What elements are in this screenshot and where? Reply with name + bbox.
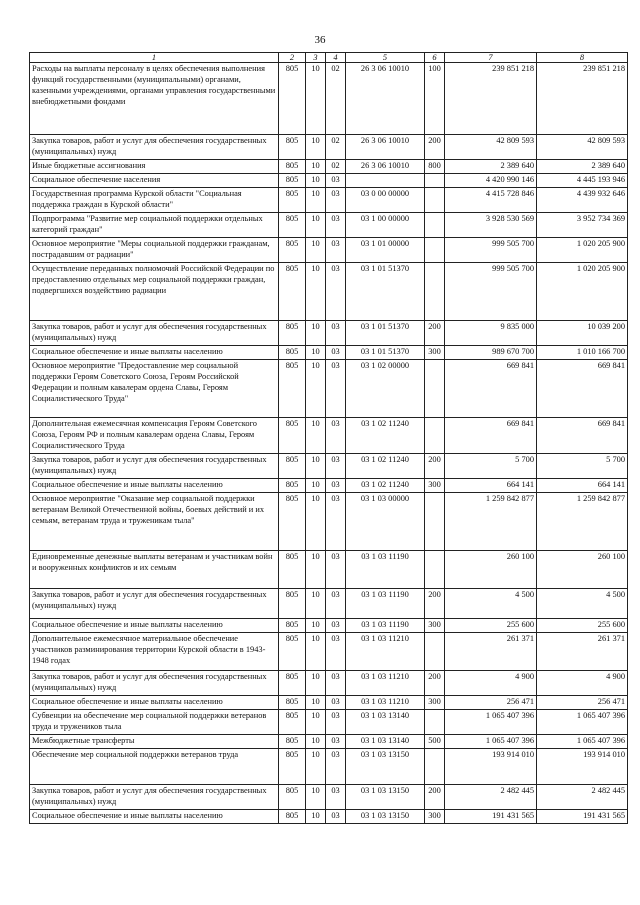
target-article-cell: 03 1 01 51370: [346, 263, 425, 321]
grbs-cell: 805: [279, 710, 306, 735]
subsection-cell: 03: [326, 188, 346, 213]
subsection-cell: 03: [326, 589, 346, 619]
section-cell: 10: [306, 749, 326, 785]
expense-type-cell: [425, 238, 445, 263]
table-row: [30, 454, 628, 479]
expense-type-cell: [425, 418, 445, 454]
expense-type-cell: 200: [425, 321, 445, 346]
grbs-cell: 805: [279, 633, 306, 671]
grbs-cell: 805: [279, 551, 306, 589]
grbs-cell: 805: [279, 238, 306, 263]
target-article-cell: 03 1 02 00000: [346, 360, 425, 418]
target-article-cell: 03 1 01 51370: [346, 321, 425, 346]
grbs-cell: 805: [279, 321, 306, 346]
amount-year2-cell: 5 700: [537, 454, 628, 479]
amount-year1-cell: 664 141: [445, 479, 537, 493]
row-name-cell: Государственная программа Курской области "Социальная поддержка граждан в Курской области": [30, 188, 279, 213]
grbs-cell: 805: [279, 346, 306, 360]
subsection-cell: 02: [326, 135, 346, 160]
subsection-cell: 03: [326, 454, 346, 479]
grbs-cell: 805: [279, 213, 306, 238]
table-row: [30, 238, 628, 263]
row-name-cell: Расходы на выплаты персоналу в целях обеспечения выполнения функций государственными (муниципальными) органами, казенными учреждениями, органами управления государственными внебюджетными фондами: [30, 63, 279, 135]
expense-type-cell: 200: [425, 589, 445, 619]
amount-year2-cell: 255 600: [537, 619, 628, 633]
header-cell: 4: [326, 53, 346, 63]
table-row: [30, 671, 628, 696]
header-cell: 6: [425, 53, 445, 63]
section-cell: 10: [306, 263, 326, 321]
grbs-cell: 805: [279, 188, 306, 213]
target-article-cell: 26 3 06 10010: [346, 135, 425, 160]
target-article-cell: [346, 174, 425, 188]
row-name-cell: Социальное обеспечение и иные выплаты населению: [30, 810, 279, 824]
target-article-cell: 03 1 03 13150: [346, 749, 425, 785]
expense-type-cell: 300: [425, 619, 445, 633]
section-cell: 10: [306, 710, 326, 735]
subsection-cell: 03: [326, 671, 346, 696]
expense-type-cell: 300: [425, 479, 445, 493]
row-name-cell: Обеспечение мер социальной поддержки ветеранов труда: [30, 749, 279, 785]
amount-year1-cell: 4 420 990 146: [445, 174, 537, 188]
expense-type-cell: [425, 213, 445, 238]
table-row: [30, 63, 628, 135]
row-name-cell: Единовременные денежные выплаты ветеранам и участникам войн и вооруженных конфликтов и их семьям: [30, 551, 279, 589]
section-cell: 10: [306, 188, 326, 213]
amount-year2-cell: 1 020 205 900: [537, 263, 628, 321]
subsection-cell: 03: [326, 493, 346, 551]
amount-year1-cell: 999 505 700: [445, 238, 537, 263]
row-name-cell: Закупка товаров, работ и услуг для обеспечения государственных (муниципальных) нужд: [30, 135, 279, 160]
subsection-cell: 03: [326, 360, 346, 418]
amount-year1-cell: 4 500: [445, 589, 537, 619]
grbs-cell: 805: [279, 135, 306, 160]
subsection-cell: 03: [326, 735, 346, 749]
target-article-cell: 26 3 06 10010: [346, 160, 425, 174]
table-row: [30, 696, 628, 710]
table-row: [30, 418, 628, 454]
amount-year2-cell: 669 841: [537, 360, 628, 418]
grbs-cell: 805: [279, 735, 306, 749]
subsection-cell: 03: [326, 321, 346, 346]
amount-year2-cell: 4 900: [537, 671, 628, 696]
section-cell: 10: [306, 479, 326, 493]
section-cell: 10: [306, 213, 326, 238]
subsection-cell: 02: [326, 63, 346, 135]
section-cell: 10: [306, 238, 326, 263]
section-cell: 10: [306, 785, 326, 810]
table-row: [30, 619, 628, 633]
expense-type-cell: 200: [425, 785, 445, 810]
row-name-cell: Закупка товаров, работ и услуг для обеспечения государственных (муниципальных) нужд: [30, 454, 279, 479]
page-number: 36: [314, 34, 326, 46]
amount-year1-cell: 669 841: [445, 360, 537, 418]
amount-year1-cell: 2 482 445: [445, 785, 537, 810]
section-cell: 10: [306, 174, 326, 188]
grbs-cell: 805: [279, 749, 306, 785]
row-name-cell: Подпрограмма "Развитие мер социальной поддержки отдельных категорий граждан": [30, 213, 279, 238]
grbs-cell: 805: [279, 479, 306, 493]
target-article-cell: 03 1 03 13140: [346, 710, 425, 735]
amount-year2-cell: 2 389 640: [537, 160, 628, 174]
grbs-cell: 805: [279, 454, 306, 479]
table-row: [30, 551, 628, 589]
amount-year1-cell: 989 670 700: [445, 346, 537, 360]
expense-type-cell: 300: [425, 696, 445, 710]
header-cell: 5: [346, 53, 425, 63]
table-row: [30, 135, 628, 160]
target-article-cell: 03 1 03 11210: [346, 633, 425, 671]
amount-year2-cell: 1 065 407 396: [537, 710, 628, 735]
subsection-cell: 03: [326, 619, 346, 633]
target-article-cell: 03 1 03 13150: [346, 810, 425, 824]
amount-year2-cell: 669 841: [537, 418, 628, 454]
amount-year2-cell: 1 065 407 396: [537, 735, 628, 749]
section-cell: 10: [306, 810, 326, 824]
subsection-cell: 03: [326, 810, 346, 824]
grbs-cell: 805: [279, 418, 306, 454]
target-article-cell: 03 1 03 11190: [346, 589, 425, 619]
amount-year1-cell: 1 259 842 877: [445, 493, 537, 551]
table-row: [30, 160, 628, 174]
table-row: [30, 589, 628, 619]
subsection-cell: 03: [326, 710, 346, 735]
header-cell: 8: [537, 53, 628, 63]
amount-year1-cell: 1 065 407 396: [445, 710, 537, 735]
subsection-cell: 03: [326, 785, 346, 810]
header-cell: 1: [30, 53, 279, 63]
row-name-cell: Осуществление переданных полномочий Российской Федерации по предоставлению отдельных мер социальной поддержки граждан, подвергшихся воздействию радиации: [30, 263, 279, 321]
target-article-cell: 03 1 03 11190: [346, 551, 425, 589]
header-cell: 3: [306, 53, 326, 63]
target-article-cell: 03 1 01 00000: [346, 238, 425, 263]
section-cell: 10: [306, 160, 326, 174]
table-row: [30, 263, 628, 321]
expense-type-cell: 100: [425, 63, 445, 135]
table-row: [30, 188, 628, 213]
table-row: [30, 493, 628, 551]
section-cell: 10: [306, 360, 326, 418]
subsection-cell: 02: [326, 160, 346, 174]
expense-type-cell: 300: [425, 810, 445, 824]
header-cell: 2: [279, 53, 306, 63]
row-name-cell: Закупка товаров, работ и услуг для обеспечения государственных (муниципальных) нужд: [30, 671, 279, 696]
table-row: [30, 213, 628, 238]
amount-year1-cell: 9 835 000: [445, 321, 537, 346]
amount-year2-cell: 10 039 200: [537, 321, 628, 346]
amount-year1-cell: 191 431 565: [445, 810, 537, 824]
amount-year2-cell: 4 439 932 646: [537, 188, 628, 213]
target-article-cell: 03 1 01 51370: [346, 346, 425, 360]
grbs-cell: 805: [279, 671, 306, 696]
subsection-cell: 03: [326, 174, 346, 188]
expense-type-cell: [425, 174, 445, 188]
expense-type-cell: 200: [425, 454, 445, 479]
expense-type-cell: 500: [425, 735, 445, 749]
amount-year1-cell: 239 851 218: [445, 63, 537, 135]
table-row: [30, 710, 628, 735]
table-row: [30, 810, 628, 824]
amount-year2-cell: 239 851 218: [537, 63, 628, 135]
expense-type-cell: 200: [425, 671, 445, 696]
subsection-cell: 03: [326, 479, 346, 493]
budget-table: [29, 52, 628, 824]
amount-year2-cell: 260 100: [537, 551, 628, 589]
target-article-cell: 03 0 00 00000: [346, 188, 425, 213]
amount-year2-cell: 1 020 205 900: [537, 238, 628, 263]
subsection-cell: 03: [326, 213, 346, 238]
subsection-cell: 03: [326, 418, 346, 454]
table-row: [30, 749, 628, 785]
row-name-cell: Межбюджетные трансферты: [30, 735, 279, 749]
grbs-cell: 805: [279, 360, 306, 418]
row-name-cell: Закупка товаров, работ и услуг для обеспечения государственных (муниципальных) нужд: [30, 589, 279, 619]
grbs-cell: 805: [279, 174, 306, 188]
section-cell: 10: [306, 493, 326, 551]
amount-year2-cell: 3 952 734 369: [537, 213, 628, 238]
subsection-cell: 03: [326, 238, 346, 263]
amount-year2-cell: 256 471: [537, 696, 628, 710]
grbs-cell: 805: [279, 263, 306, 321]
row-name-cell: Субвенции на обеспечение мер социальной поддержки ветеранов труда и тружеников тыла: [30, 710, 279, 735]
grbs-cell: 805: [279, 63, 306, 135]
amount-year1-cell: 261 371: [445, 633, 537, 671]
section-cell: 10: [306, 671, 326, 696]
target-article-cell: 03 1 03 11190: [346, 619, 425, 633]
subsection-cell: 03: [326, 696, 346, 710]
row-name-cell: Социальное обеспечение и иные выплаты населению: [30, 696, 279, 710]
section-cell: 10: [306, 135, 326, 160]
amount-year1-cell: 255 600: [445, 619, 537, 633]
row-name-cell: Социальное обеспечение и иные выплаты населению: [30, 479, 279, 493]
target-article-cell: 03 1 02 11240: [346, 479, 425, 493]
amount-year2-cell: 42 809 593: [537, 135, 628, 160]
amount-year2-cell: 261 371: [537, 633, 628, 671]
row-name-cell: Дополнительное ежемесячное материальное обеспечение участников разминирования территории Курской области в 1943-1948 годах: [30, 633, 279, 671]
expense-type-cell: [425, 551, 445, 589]
table-row: [30, 346, 628, 360]
section-cell: 10: [306, 619, 326, 633]
subsection-cell: 03: [326, 749, 346, 785]
section-cell: 10: [306, 454, 326, 479]
subsection-cell: 03: [326, 633, 346, 671]
target-article-cell: 03 1 02 11240: [346, 418, 425, 454]
table-row: [30, 360, 628, 418]
grbs-cell: 805: [279, 589, 306, 619]
amount-year2-cell: 191 431 565: [537, 810, 628, 824]
subsection-cell: 03: [326, 551, 346, 589]
amount-year1-cell: 4 415 728 846: [445, 188, 537, 213]
row-name-cell: Дополнительная ежемесячная компенсация Героям Советского Союза, Героям РФ и полным кавалерам ордена Славы, Героям Социалистического Труда: [30, 418, 279, 454]
grbs-cell: 805: [279, 619, 306, 633]
section-cell: 10: [306, 346, 326, 360]
section-cell: 10: [306, 589, 326, 619]
grbs-cell: 805: [279, 810, 306, 824]
section-cell: 10: [306, 633, 326, 671]
amount-year1-cell: 4 900: [445, 671, 537, 696]
amount-year2-cell: 1 010 166 700: [537, 346, 628, 360]
amount-year1-cell: 260 100: [445, 551, 537, 589]
row-name-cell: Иные бюджетные ассигнования: [30, 160, 279, 174]
table-row: [30, 174, 628, 188]
amount-year1-cell: 999 505 700: [445, 263, 537, 321]
amount-year1-cell: 3 928 530 569: [445, 213, 537, 238]
row-name-cell: Основное мероприятие "Меры социальной поддержки гражданам, пострадавшим от радиации": [30, 238, 279, 263]
table-row: [30, 479, 628, 493]
section-cell: 10: [306, 735, 326, 749]
expense-type-cell: [425, 493, 445, 551]
row-name-cell: Социальное обеспечение населения: [30, 174, 279, 188]
amount-year1-cell: 669 841: [445, 418, 537, 454]
amount-year2-cell: 4 445 193 946: [537, 174, 628, 188]
amount-year1-cell: 2 389 640: [445, 160, 537, 174]
expense-type-cell: 300: [425, 346, 445, 360]
table-row: [30, 633, 628, 671]
expense-type-cell: [425, 263, 445, 321]
section-cell: 10: [306, 321, 326, 346]
grbs-cell: 805: [279, 785, 306, 810]
amount-year1-cell: 42 809 593: [445, 135, 537, 160]
section-cell: 10: [306, 696, 326, 710]
target-article-cell: 03 1 00 00000: [346, 213, 425, 238]
amount-year1-cell: 193 914 010: [445, 749, 537, 785]
section-cell: 10: [306, 551, 326, 589]
row-name-cell: Социальное обеспечение и иные выплаты населению: [30, 619, 279, 633]
row-name-cell: Основное мероприятие "Предоставление мер социальной поддержки Героям Советского Союза, Героям Российской Федерации и полным кавалерам ордена Славы, Героям Социалистического Труда": [30, 360, 279, 418]
header-row: [30, 53, 628, 63]
amount-year2-cell: 193 914 010: [537, 749, 628, 785]
grbs-cell: 805: [279, 160, 306, 174]
subsection-cell: 03: [326, 346, 346, 360]
amount-year1-cell: 256 471: [445, 696, 537, 710]
expense-type-cell: [425, 710, 445, 735]
row-name-cell: Социальное обеспечение и иные выплаты населению: [30, 346, 279, 360]
amount-year1-cell: 1 065 407 396: [445, 735, 537, 749]
amount-year2-cell: 1 259 842 877: [537, 493, 628, 551]
header-cell: 7: [445, 53, 537, 63]
table-row: [30, 785, 628, 810]
expense-type-cell: 200: [425, 135, 445, 160]
expense-type-cell: [425, 633, 445, 671]
expense-type-cell: [425, 749, 445, 785]
target-article-cell: 03 1 02 11240: [346, 454, 425, 479]
row-name-cell: Закупка товаров, работ и услуг для обеспечения государственных (муниципальных) нужд: [30, 785, 279, 810]
row-name-cell: Основное мероприятие "Оказание мер социальной поддержки ветеранам Великой Отечественной войны, боевых действий и их семьям, ветеранам труда и труженикам тыла": [30, 493, 279, 551]
target-article-cell: 03 1 03 13150: [346, 785, 425, 810]
expense-type-cell: 800: [425, 160, 445, 174]
subsection-cell: 03: [326, 263, 346, 321]
amount-year2-cell: 664 141: [537, 479, 628, 493]
target-article-cell: 03 1 03 00000: [346, 493, 425, 551]
target-article-cell: 26 3 06 10010: [346, 63, 425, 135]
table-row: [30, 735, 628, 749]
target-article-cell: 03 1 03 11210: [346, 696, 425, 710]
target-article-cell: 03 1 03 11210: [346, 671, 425, 696]
amount-year2-cell: 4 500: [537, 589, 628, 619]
expense-type-cell: [425, 188, 445, 213]
expense-type-cell: [425, 360, 445, 418]
amount-year2-cell: 2 482 445: [537, 785, 628, 810]
section-cell: 10: [306, 63, 326, 135]
amount-year1-cell: 5 700: [445, 454, 537, 479]
grbs-cell: 805: [279, 696, 306, 710]
table-row: [30, 321, 628, 346]
section-cell: 10: [306, 418, 326, 454]
grbs-cell: 805: [279, 493, 306, 551]
target-article-cell: 03 1 03 13140: [346, 735, 425, 749]
row-name-cell: Закупка товаров, работ и услуг для обеспечения государственных (муниципальных) нужд: [30, 321, 279, 346]
